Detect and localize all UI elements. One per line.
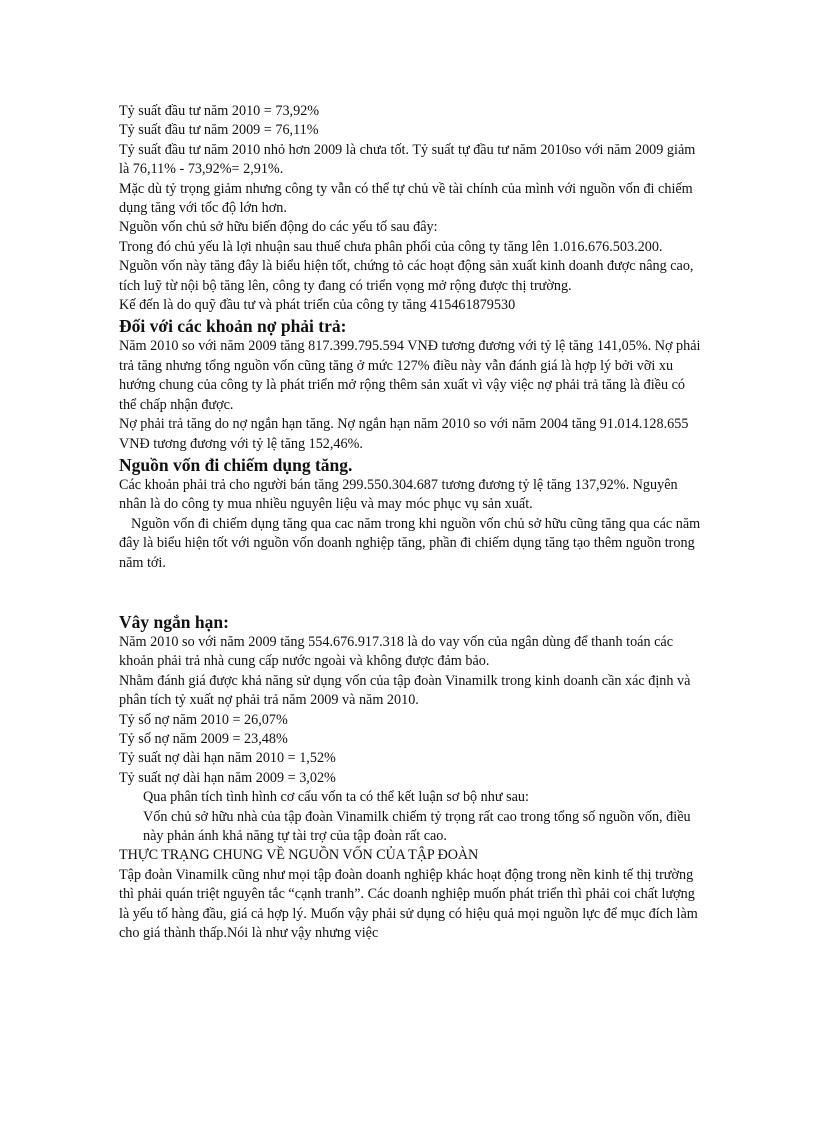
section-heading: THỰC TRẠNG CHUNG VỀ NGUỒN VỐN CỦA TẬP ĐOÀN — [119, 847, 479, 864]
spacer — [119, 573, 701, 611]
paragraph: Qua phân tích tình hình cơ cấu vốn ta có thể kết luận sơ bộ như sau: — [143, 789, 529, 806]
paragraph: Tỷ suất nợ dài hạn năm 2009 = 3,02% — [119, 769, 336, 786]
paragraph: Tỷ suất đầu tư năm 2010 nhỏ hơn 2009 là chưa tốt. Tỷ suất tự đầu tư năm 2010so với năm 2009 giảm là 76,11% - 73,92%= 2,91%. — [119, 141, 696, 178]
paragraph: Tỷ số nợ năm 2009 = 23,48% — [119, 730, 288, 747]
paragraph: Tỷ suất đầu tư năm 2009 = 76,11% — [119, 122, 319, 139]
paragraph: Nhằm đánh giá được khả năng sử dụng vốn của tập đoàn Vinamilk trong kinh doanh cần xác định và phân tích tỷ xuất nợ phải trả năm 2009 và năm 2010. — [119, 672, 691, 709]
paragraph: Kế đến là do quỹ đầu tư và phát triển của công ty tăng 415461879530 — [119, 297, 516, 314]
section-heading: Nguồn vốn đi chiếm dụng tăng. — [119, 454, 353, 475]
section-heading: Vây ngắn hạn: — [119, 611, 229, 632]
document-page — [119, 102, 701, 943]
paragraph: Mặc dù tỷ trọng giảm nhưng công ty vẫn có thể tự chủ về tài chính của mình với nguồn vốn đi chiếm dụng tăng với tốc độ lớn hơn. — [119, 180, 693, 217]
paragraph: Nguồn vốn chủ sở hữu biến động do các yếu tố sau đây: — [119, 219, 438, 236]
paragraph: Tỷ suất đầu tư năm 2010 = 73,92% — [119, 103, 320, 119]
paragraph: Tỷ suất nợ dài hạn năm 2010 = 1,52% — [119, 750, 336, 767]
paragraph: Nợ phải trả tăng do nợ ngắn hạn tăng. Nợ ngắn hạn năm 2010 so với năm 2004 tăng 91.014.128.655 VNĐ tương đương với tỷ lệ tăng 152,46%. — [119, 416, 689, 452]
paragraph: Tỷ số nợ năm 2010 = 26,07% — [119, 711, 288, 728]
paragraph: Năm 2010 so với năm 2009 tăng 554.676.917.318 là do vay vốn của ngân dùng để thanh toán các khoản phải trả nhà cung cấp nước ngoài và không được đảm bảo. — [119, 633, 674, 670]
paragraph: Năm 2010 so với năm 2009 tăng 817.399.795.594 VNĐ tương đương với tỷ lệ tăng 141,05%. Nợ phải trả tăng nhưng tổng nguồn vốn cũng tăng ở mức 127% điều này vẫn đánh giá là hợp lý bởi vỡi xu hướng chung của công ty là phát triển mở rộng thêm sản xuất vì vậy việc nợ phải trả tăng là điều có thể chấp nhận được. — [119, 338, 701, 413]
paragraph: Tập đoàn Vinamilk cũng như mọi tập đoàn doanh nghiệp khác hoạt động trong nền kinh tế thị trường thì phải quán triệt nguyên tắc “cạnh tranh”. Các doanh nghiệp muốn phát triển thì phải coi chất lượng là yếu tố hàng đầu, giá cả hợp lý. Muốn vậy phải sử dụng có hiệu quả mọi nguồn lực để mục đích làm cho giá thành thấp.Nói là như vậy nhưng việc — [119, 866, 698, 942]
paragraph: Các khoản phải trả cho người bán tăng 299.550.304.687 tương đương tỷ lệ tăng 137,92%. Nguyên nhân là do công ty mua nhiều nguyên liệu và may móc phục vụ sản xuất. — [119, 476, 678, 513]
section-heading: Đối với các khoản nợ phải trả: — [119, 316, 347, 337]
paragraph: Vốn chủ sở hữu nhà của tập đoàn Vinamilk chiếm tỷ trọng rất cao trong tổng số nguồn vốn, điều này phản ánh khả năng tự tài trợ của tập đoàn rất cao. — [143, 808, 691, 844]
paragraph: Nguồn vốn đi chiếm dụng tăng qua cac năm trong khi nguồn vốn chủ sở hữu cũng tăng qua các năm đây là biểu hiện tốt với nguồn vốn doanh nghiệp tăng, phần đi chiếm dụng tăng tạo thêm nguồn trong năm tới. — [119, 515, 701, 571]
paragraph: Trong đó chủ yếu là lợi nhuận sau thuế chưa phân phối của công ty tăng lên 1.016.676.503.200. Nguồn vốn này tăng đây là biểu hiện tốt, chứng tỏ các hoạt động sản xuất kinh doanh được nâng cao, tích luỹ từ nội bộ tăng lên, công ty đang có triển vọng mở rộng được thị trường. — [119, 238, 694, 294]
